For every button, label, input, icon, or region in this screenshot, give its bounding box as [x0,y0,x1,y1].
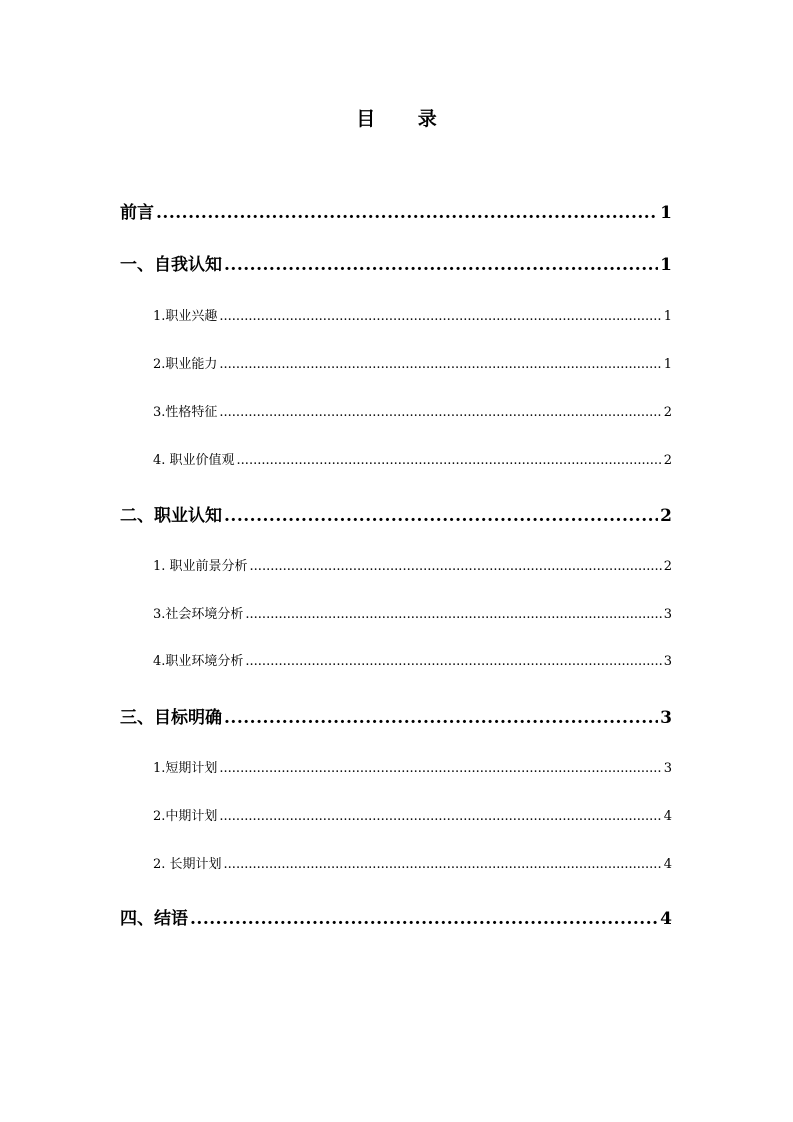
toc-entry-page: 3 [663,654,672,669]
toc-entry-page: 2 [663,453,672,468]
toc-entry-personality[interactable] [153,401,672,420]
toc-entry-label: 4.职业环境分析 [153,654,244,669]
toc-leader-dots [219,358,661,371]
toc-entry-page: 3 [660,708,672,728]
toc-entry-page: 1 [660,203,672,223]
toc-entry-label: 前言 [120,203,154,223]
toc-entry-label: 1. 职业前景分析 [153,559,248,574]
toc-entry-page: 1 [660,255,672,275]
toc-entry-label: 目标明确 [154,708,222,728]
toc-entry-label: 2. 长期计划 [153,857,222,872]
toc-leader-dots [245,655,661,668]
toc-entry-number: 一、 [120,255,154,275]
toc-entry-page: 1 [663,309,672,324]
toc-leader-dots [245,608,661,621]
toc-entry-career-prospect[interactable] [153,555,672,574]
toc-entry-career-awareness[interactable] [120,501,672,526]
toc-entry-career-ability[interactable] [153,353,672,372]
toc-entry-career-environment[interactable] [153,650,672,669]
toc-title: 目 录 [356,108,455,130]
toc-entry-label: 3.社会环境分析 [153,607,244,622]
toc-entry-label: 1.短期计划 [153,761,218,776]
toc-entry-page: 3 [663,607,672,622]
toc-entry-label: 职业认知 [154,506,222,526]
toc-entry-page: 2 [663,559,672,574]
toc-entry-preface[interactable] [120,198,672,223]
toc-leader-dots [250,560,662,573]
toc-leader-dots [219,810,661,823]
toc-entry-page: 4 [663,809,672,824]
toc-entry-label: 2.职业能力 [153,357,218,372]
toc-entry-goal-setting[interactable] [120,703,672,728]
toc-entry-self-awareness[interactable] [120,250,672,275]
toc-entry-label: 2.中期计划 [153,809,218,824]
toc-leader-dots [224,257,658,274]
toc-entry-social-environment[interactable] [153,603,672,622]
toc-entry-page: 1 [663,357,672,372]
toc-leader-dots [224,858,662,871]
toc-leader-dots [190,911,658,928]
toc-entry-page: 4 [663,857,672,872]
toc-leader-dots [219,406,661,419]
toc-leader-dots [219,762,661,775]
toc-entry-label: 3.性格特征 [153,405,218,420]
toc-entry-page: 3 [663,761,672,776]
toc-entry-page: 4 [660,909,672,929]
toc-leader-dots [156,205,658,222]
toc-entry-career-values[interactable] [153,449,672,468]
toc-entry-label: 结语 [154,909,188,929]
toc-entry-number: 三、 [120,708,154,728]
toc-entry-page: 2 [663,405,672,420]
toc-leader-dots [219,310,661,323]
toc-entry-label: 自我认知 [154,255,222,275]
toc-leader-dots [224,710,658,727]
toc-entry-career-interest[interactable] [153,305,672,324]
toc-entry-page: 2 [660,506,672,526]
toc-entry-label: 1.职业兴趣 [153,309,218,324]
toc-entry-label: 4. 职业价值观 [153,453,235,468]
toc-entry-number: 四、 [120,909,154,929]
toc-leader-dots [224,508,658,525]
toc-leader-dots [237,454,662,467]
toc-entry-short-term-plan[interactable] [153,757,672,776]
toc-entry-conclusion[interactable] [120,904,672,929]
toc-entry-number: 二、 [120,506,154,526]
toc-entry-mid-term-plan[interactable] [153,805,672,824]
toc-entry-long-term-plan[interactable] [153,853,672,872]
